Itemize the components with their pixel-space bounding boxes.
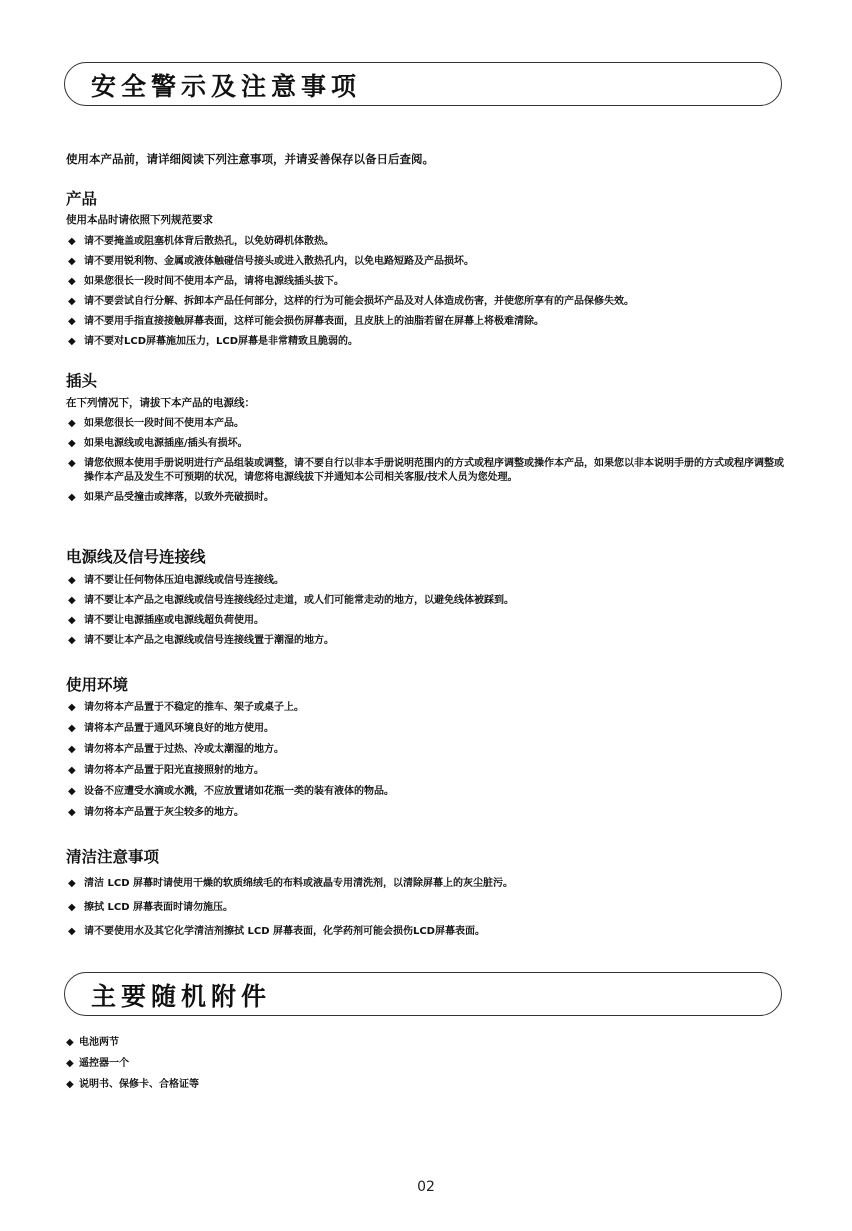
list-item: ◆ 擦拭 LCD 屏幕表面时请勿施压。 <box>68 902 233 913</box>
list-item: ◆ 请勿将本产品置于不稳定的推车、架子或桌子上。 <box>68 702 304 713</box>
list-item: ◆ 请不要让任何物体压迫电源线或信号连接线。 <box>68 575 284 586</box>
diamond-bullet-icon: ◆ <box>68 786 76 797</box>
page-number: 02 <box>417 1179 435 1195</box>
intro-text: 使用本产品前，请详细阅读下列注意事项，并请妥善保存以备日后查阅。 <box>66 152 434 166</box>
section-subtitle-product: 使用本品时请依照下列规范要求 <box>66 214 213 226</box>
safety-title-box <box>64 62 782 106</box>
diamond-bullet-icon: ◆ <box>68 807 76 818</box>
diamond-bullet-icon: ◆ <box>68 296 76 307</box>
list-item: ◆ 如果产品受撞击或摔落，以致外壳破损时。 <box>68 492 274 503</box>
diamond-bullet-icon: ◆ <box>68 595 76 606</box>
section-heading-cleaning: 清洁注意事项 <box>66 848 160 866</box>
diamond-bullet-icon: ◆ <box>68 336 76 347</box>
list-item: ◆ 请勿将本产品置于灰尘较多的地方。 <box>68 807 244 818</box>
diamond-bullet-icon: ◆ <box>68 878 76 889</box>
diamond-bullet-icon: ◆ <box>68 458 76 469</box>
diamond-bullet-icon: ◆ <box>66 1037 74 1048</box>
section-subtitle-plug: 在下列情况下，请拔下本产品的电源线： <box>66 397 255 409</box>
diamond-bullet-icon: ◆ <box>68 744 76 755</box>
diamond-bullet-icon: ◆ <box>68 492 76 503</box>
diamond-bullet-icon: ◆ <box>66 1079 74 1090</box>
diamond-bullet-icon: ◆ <box>68 575 76 586</box>
list-item: ◆ 设备不应遭受水滴或水溅，不应放置诸如花瓶一类的装有液体的物品。 <box>68 786 394 797</box>
list-item: ◆ 如果您很长一段时间不使用本产品。 <box>68 418 244 429</box>
diamond-bullet-icon: ◆ <box>68 276 76 287</box>
environment-list <box>68 701 788 827</box>
list-item: ◆ 说明书、保修卡、合格证等 <box>66 1079 199 1090</box>
list-item: ◆ 清洁 LCD 屏幕时请使用干燥的软质绵绒毛的布料或液晶专用清洗剂，以清除屏幕上的灰尘脏污。 <box>68 878 513 889</box>
section-heading-environment: 使用环境 <box>66 676 129 694</box>
diamond-bullet-icon: ◆ <box>68 902 76 913</box>
section-heading-product: 产品 <box>66 190 98 208</box>
list-item: ◆ 请您依照本使用手册说明进行产品组装或调整，请不要自行以非本手册说明范围内的方式或程序调整或操作本产品，如果您以非本说明手册的方式或程序调整或操作本产品及发生不可预期的状况，请您将电源线拔下并通知本公司相关客服/技术人员为您处理。 <box>68 458 784 483</box>
list-item: ◆ 遥控器一个 <box>66 1058 129 1069</box>
diamond-bullet-icon: ◆ <box>68 723 76 734</box>
list-item: ◆ 请不要用锐利物、金属或液体触碰信号接头或进入散热孔内，以免电路短路及产品损坏。 <box>68 256 474 267</box>
accessories-list <box>66 1036 199 1099</box>
list-item: ◆ 请不要让电源插座或电源线超负荷使用。 <box>68 615 264 626</box>
list-item: ◆ 电池两节 <box>66 1037 119 1048</box>
safety-title: 安全警示及注意事项 <box>91 72 362 101</box>
cleaning-list <box>68 877 788 949</box>
list-item: ◆ 请不要尝试自行分解、拆卸本产品任何部分，这样的行为可能会损坏产品及对人体造成伤害，并使您所享有的产品保修失效。 <box>68 296 634 307</box>
diamond-bullet-icon: ◆ <box>68 316 76 327</box>
list-item: ◆ 请勿将本产品置于过热、冷或太潮湿的地方。 <box>68 744 284 755</box>
diamond-bullet-icon: ◆ <box>68 615 76 626</box>
list-item: ◆ 请勿将本产品置于阳光直接照射的地方。 <box>68 765 264 776</box>
diamond-bullet-icon: ◆ <box>68 418 76 429</box>
diamond-bullet-icon: ◆ <box>68 926 76 937</box>
list-item: ◆ 请不要对LCD屏幕施加压力，LCD屏幕是非常精致且脆弱的。 <box>68 336 359 347</box>
diamond-bullet-icon: ◆ <box>68 438 76 449</box>
plug-list <box>68 417 788 511</box>
list-item: ◆ 请不要掩盖或阻塞机体背后散热孔，以免妨碍机体散热。 <box>68 236 334 247</box>
diamond-bullet-icon: ◆ <box>68 702 76 713</box>
accessories-title-box <box>64 972 782 1016</box>
section-heading-cables: 电源线及信号连接线 <box>66 548 206 566</box>
diamond-bullet-icon: ◆ <box>68 256 76 267</box>
list-item: ◆ 请不要使用水及其它化学清洁剂擦拭 LCD 屏幕表面，化学药剂可能会损伤LCD屏幕表面。 <box>68 926 485 937</box>
list-item: ◆ 如果您很长一段时间不使用本产品，请将电源线插头拔下。 <box>68 276 344 287</box>
list-item: ◆ 请不要让本产品之电源线或信号连接线经过走道，或人们可能常走动的地方，以避免线体被踩到。 <box>68 595 514 606</box>
diamond-bullet-icon: ◆ <box>66 1058 74 1069</box>
list-item: ◆ 请将本产品置于通风环境良好的地方使用。 <box>68 723 274 734</box>
diamond-bullet-icon: ◆ <box>68 635 76 646</box>
list-item: ◆ 请不要让本产品之电源线或信号连接线置于潮湿的地方。 <box>68 635 334 646</box>
cables-list <box>68 574 788 654</box>
diamond-bullet-icon: ◆ <box>68 236 76 247</box>
product-list <box>68 235 788 355</box>
diamond-bullet-icon: ◆ <box>68 765 76 776</box>
accessories-title: 主要随机附件 <box>91 982 272 1011</box>
section-heading-plug: 插头 <box>66 372 98 390</box>
list-item: ◆ 如果电源线或电源插座/插头有损坏。 <box>68 438 248 449</box>
list-item: ◆ 请不要用手指直接接触屏幕表面，这样可能会损伤屏幕表面，且皮肤上的油脂若留在屏幕上将极难清除。 <box>68 316 544 327</box>
